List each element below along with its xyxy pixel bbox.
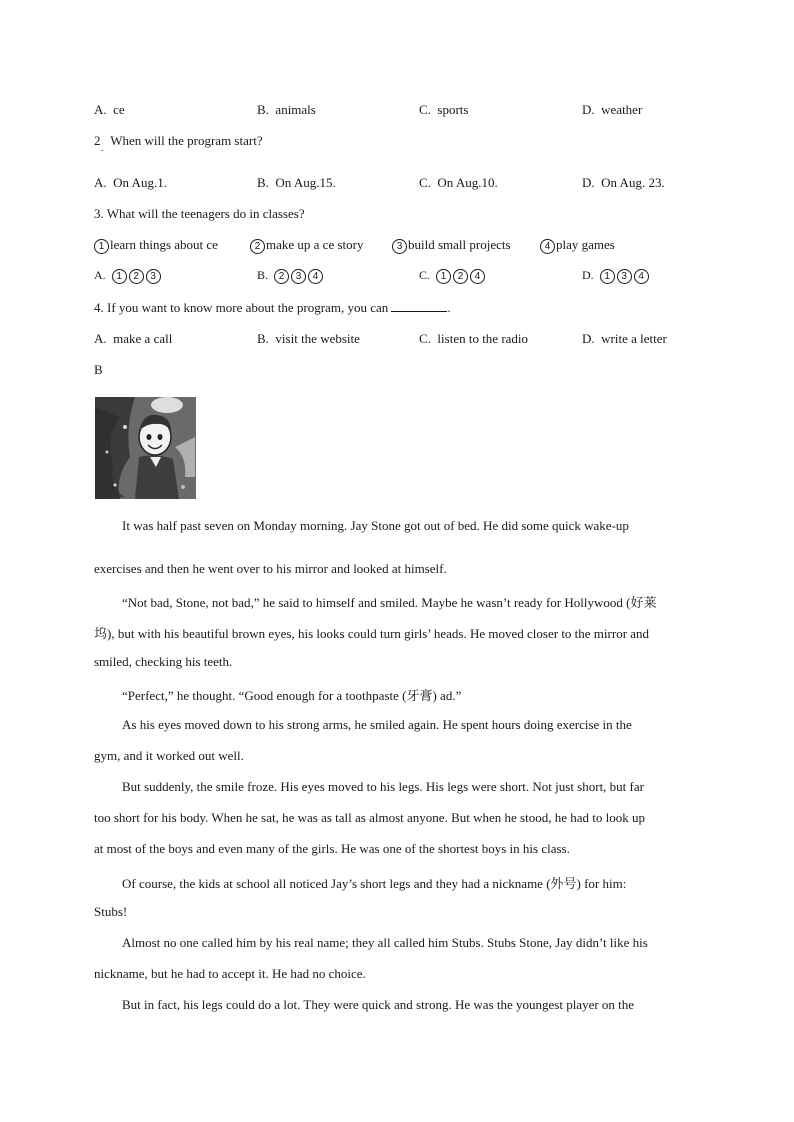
q2-question [94, 133, 263, 149]
q2-number: 2 [94, 133, 101, 148]
option-text: ce [113, 102, 125, 117]
q2-option-c[interactable] [419, 175, 498, 191]
circled-number: 1 [436, 269, 451, 284]
circled-number: 3 [617, 269, 632, 284]
q3-option-d[interactable] [582, 268, 651, 284]
q3-option-b[interactable] [257, 268, 325, 284]
item-text: make up a ce story [266, 237, 364, 252]
story-line-3: “Not bad, Stone, not bad,” he said to himself and smiled. Maybe he wasn’t ready for Hollywood (好莱 [122, 595, 657, 610]
story-line-8: gym, and it worked out well. [94, 748, 244, 763]
q1-option-b[interactable] [257, 102, 316, 118]
circled-number: 2 [129, 269, 144, 284]
story-line-6: “Perfect,” he thought. “Good enough for a toothpaste (牙膏) ad.” [122, 688, 462, 703]
circled-number: 3 [392, 239, 407, 254]
option-text: visit the website [275, 331, 360, 346]
story-line-1: It was half past seven on Monday morning. Jay Stone got out of bed. He did some quick wake-up [122, 518, 629, 533]
option-letter: D. [582, 268, 594, 282]
story-line-12: Of course, the kids at school all noticed Jay’s short legs and they had a nickname (外号) for him: [122, 876, 627, 891]
option-letter: C. [419, 175, 431, 190]
circled-number: 2 [453, 269, 468, 284]
q3-option-a[interactable] [94, 268, 163, 284]
option-letter: D. [582, 331, 595, 346]
circled-number: 4 [634, 269, 649, 284]
q4-question-text: 4. If you want to know more about the program, you can [94, 300, 389, 315]
section-b-heading: B [94, 362, 103, 377]
q2-dot: . [101, 143, 104, 154]
q2-option-b[interactable] [257, 175, 336, 191]
story-line-5: smiled, checking his teeth. [94, 654, 233, 669]
story-line-7: As his eyes moved down to his strong arms, he smiled again. He spent hours doing exercise in the [122, 717, 632, 732]
story-line-13: Stubs! [94, 904, 128, 919]
option-letter: B. [257, 268, 269, 282]
item-text: build small projects [408, 237, 511, 252]
q3-item-2 [250, 237, 363, 254]
option-letter: A. [94, 175, 107, 190]
option-letter: D. [582, 175, 595, 190]
q4-option-a[interactable] [94, 331, 172, 347]
story-line-2: exercises and then he went over to his mirror and looked at himself. [94, 561, 447, 576]
option-text: On Aug. 23. [601, 175, 665, 190]
option-text: animals [275, 102, 316, 117]
q4-question [94, 300, 451, 316]
q3-item-3 [392, 237, 511, 254]
option-letter: B. [257, 102, 269, 117]
q4-option-b[interactable] [257, 331, 360, 347]
q3-item-1 [94, 237, 218, 254]
circled-number: 3 [291, 269, 306, 284]
option-text: sports [437, 102, 469, 117]
circled-number: 1 [600, 269, 615, 284]
q2-option-a[interactable] [94, 175, 167, 191]
circled-number: 4 [540, 239, 555, 254]
q2-option-d[interactable] [582, 175, 665, 191]
circled-number: 2 [274, 269, 289, 284]
item-text: learn things about ce [110, 237, 218, 252]
circled-number: 1 [112, 269, 127, 284]
option-text: On Aug.10. [437, 175, 498, 190]
boy-cartoon-image [95, 397, 196, 499]
q1-option-d[interactable] [582, 102, 642, 118]
option-letter: B. [257, 175, 269, 190]
q4-option-d[interactable] [582, 331, 667, 347]
story-line-16: But in fact, his legs could do a lot. They were quick and strong. He was the youngest player on the [122, 997, 635, 1012]
option-text: On Aug.1. [113, 175, 167, 190]
option-letter: A. [94, 102, 107, 117]
story-line-10: too short for his body. When he sat, he was as tall as almost anyone. But when he stood, he had to look up [94, 810, 645, 825]
boy-illustration [95, 397, 196, 499]
option-letter: A. [94, 331, 107, 346]
option-letter: B. [257, 331, 269, 346]
option-text: weather [601, 102, 643, 117]
q1-option-a[interactable] [94, 102, 125, 118]
circled-number: 4 [470, 269, 485, 284]
item-text: play games [556, 237, 615, 252]
option-text: write a letter [601, 331, 667, 346]
option-letter: A. [94, 268, 106, 282]
option-letter: C. [419, 331, 431, 346]
story-line-9: But suddenly, the smile froze. His eyes moved to his legs. His legs were short. Not just short, but far [122, 779, 644, 794]
circled-number: 4 [308, 269, 323, 284]
circled-number: 2 [250, 239, 265, 254]
q4-option-c[interactable] [419, 331, 528, 347]
answer-blank[interactable] [391, 300, 447, 312]
q3-question: 3. What will the teenagers do in classes? [94, 206, 305, 221]
option-letter: C. [419, 268, 431, 282]
story-line-15: nickname, but he had to accept it. He had no choice. [94, 966, 366, 981]
q1-option-c[interactable] [419, 102, 468, 118]
circled-number: 3 [146, 269, 161, 284]
story-line-4: 坞), but with his beautiful brown eyes, his looks could turn girls’ heads. He moved closer to the mirror and [94, 626, 650, 641]
q2-question-text: When will the program start? [110, 133, 263, 148]
circled-number: 1 [94, 239, 109, 254]
option-text: make a call [113, 331, 173, 346]
option-text: listen to the radio [437, 331, 529, 346]
option-text: On Aug.15. [275, 175, 336, 190]
option-letter: D. [582, 102, 595, 117]
story-line-14: Almost no one called him by his real name; they all called him Stubs. Stubs Stone, Jay didn’t like his [122, 935, 648, 950]
q3-option-c[interactable] [419, 268, 487, 284]
q3-item-4 [540, 237, 615, 254]
story-line-11: at most of the boys and even many of the girls. He was one of the shortest boys in his class. [94, 841, 570, 856]
q4-question-end: . [447, 300, 451, 315]
option-letter: C. [419, 102, 431, 117]
